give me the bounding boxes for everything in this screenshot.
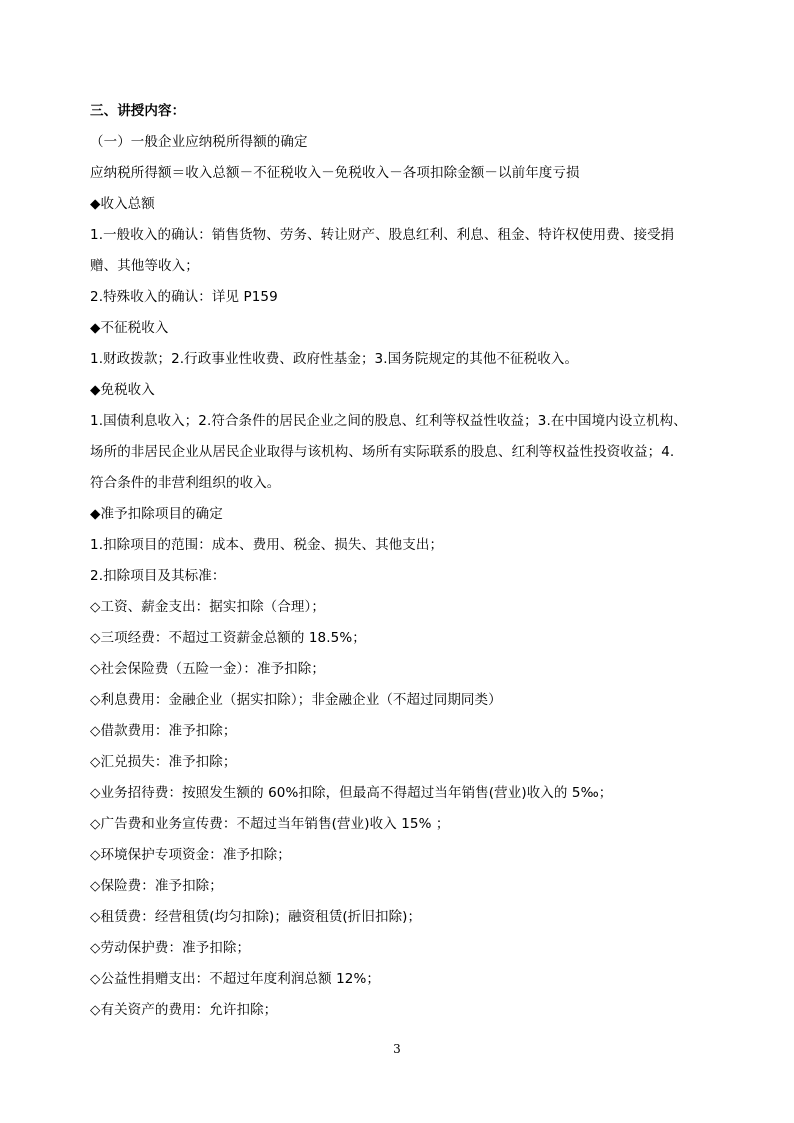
page-number: 3 bbox=[393, 1042, 401, 1056]
deduction-item: ◇社会保险费（五险一金）：准予扣除； bbox=[90, 661, 325, 677]
deductions-standards-title: 2.扣除项目及其标准： bbox=[90, 568, 226, 584]
deduction-item: ◇劳动保护费：准予扣除； bbox=[90, 940, 251, 956]
deduction-item: ◇广告费和业务宣传费：不超过当年销售(营业)收入 15% ； bbox=[90, 816, 450, 832]
deductions-scope: 1.扣除项目的范围：成本、费用、税金、损失、其他支出； bbox=[90, 537, 444, 553]
deduction-item: ◇利息费用：金融企业（据实扣除）；非金融企业（不超过同期同类） bbox=[90, 692, 502, 708]
revenue-line-1a: 1.一般收入的确认：销售货物、劳务、转让财产、股息红利、利息、租金、特许权使用费、接受捐 bbox=[90, 227, 675, 243]
revenue-heading: ◆收入总额 bbox=[90, 196, 155, 212]
tax-exempt-line-2: 场所的非居民企业从居民企业取得与该机构、场所有实际联系的股息、红利等权益性投资收益；4. bbox=[90, 444, 675, 460]
deduction-item: ◇借款费用：准予扣除； bbox=[90, 723, 237, 739]
subheading: （一）一般企业应纳税所得额的确定 bbox=[90, 134, 308, 150]
formula-line: 应纳税所得额＝收入总额－不征税收入－免税收入－各项扣除金额－以前年度亏损 bbox=[90, 165, 580, 181]
tax-exempt-heading: ◆免税收入 bbox=[90, 382, 155, 398]
deduction-item: ◇环境保护专项资金：准予扣除； bbox=[90, 847, 291, 863]
deduction-item: ◇三项经费：不超过工资薪金总额的 18.5%； bbox=[90, 630, 366, 646]
deduction-item: ◇有关资产的费用：允许扣除； bbox=[90, 1002, 278, 1018]
document-body bbox=[90, 96, 710, 1026]
tax-exempt-line-1: 1.国债利息收入；2.符合条件的居民企业之间的股息、红利等权益性收益；3.在中国境内设立机构、 bbox=[90, 413, 687, 429]
section-heading: 三、讲授内容： bbox=[90, 103, 186, 119]
deduction-item: ◇保险费：准予扣除； bbox=[90, 878, 223, 894]
revenue-line-2: 2.特殊收入的确认：详见 P159 bbox=[90, 289, 278, 305]
deductions-heading: ◆准予扣除项目的确定 bbox=[90, 506, 223, 522]
deduction-item: ◇租赁费：经营租赁(均匀扣除)；融资租赁(折旧扣除)； bbox=[90, 909, 422, 925]
deduction-item: ◇工资、薪金支出：据实扣除（合理）； bbox=[90, 599, 325, 615]
non-taxable-line-1: 1.财政拨款；2.行政事业性收费、政府性基金；3.国务院规定的其他不征税收入。 bbox=[90, 351, 579, 367]
deduction-item: ◇汇兑损失：准予扣除； bbox=[90, 754, 237, 770]
deduction-item: ◇业务招待费：按照发生额的 60%扣除，但最高不得超过当年销售(营业)收入的 5‰； bbox=[90, 785, 613, 801]
revenue-line-1b: 赠、其他等收入； bbox=[90, 258, 199, 274]
tax-exempt-line-3: 符合条件的非营利组织的收入。 bbox=[90, 475, 281, 491]
non-taxable-heading: ◆不征税收入 bbox=[90, 320, 169, 336]
deduction-item: ◇公益性捐赠支出：不超过年度利润总额 12%； bbox=[90, 971, 380, 987]
